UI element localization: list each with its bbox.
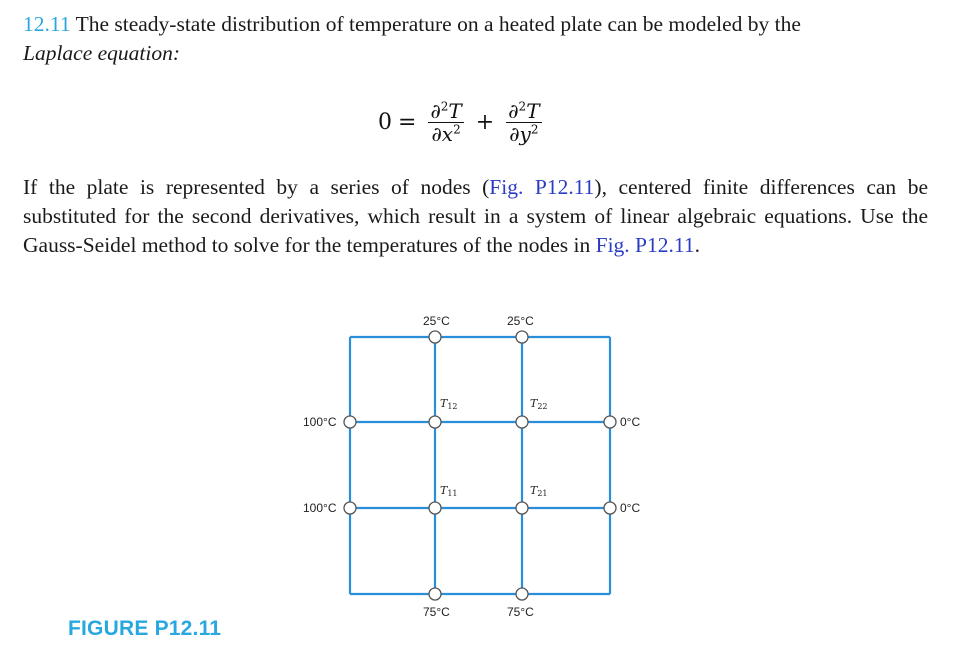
top-label-2: 25°C	[507, 314, 534, 328]
numerator-variable: T	[448, 98, 462, 123]
boundary-node-left-2	[344, 502, 356, 514]
node-label-sub: 21	[537, 489, 548, 498]
top-label-1: 25°C	[423, 314, 450, 328]
boundary-node-bottom-2	[516, 588, 528, 600]
numerator-exponent: 2	[518, 98, 527, 113]
interior-node-t22	[516, 416, 528, 428]
numerator-exponent: 2	[440, 98, 449, 113]
node-label-t11	[440, 484, 458, 498]
grid-nodes	[344, 331, 616, 600]
right-label-1: 0°C	[620, 415, 641, 429]
body-text-3: .	[694, 233, 700, 257]
boundary-node-left-1	[344, 416, 356, 428]
node-label-base: T	[440, 484, 448, 497]
node-label-sub: 12	[447, 402, 458, 411]
intro-text: The steady-state distribution of temperature on a heated plate can be modeled by the	[70, 12, 801, 36]
node-label-base: T	[530, 484, 538, 497]
node-label-t22	[530, 397, 548, 411]
boundary-node-bottom-1	[429, 588, 441, 600]
denominator-dy: ∂y	[509, 121, 531, 146]
bottom-label-2: 75°C	[507, 605, 534, 619]
grid-lines	[350, 337, 610, 594]
boundary-node-top-1	[429, 331, 441, 343]
boundary-node-right-2	[604, 502, 616, 514]
left-label-2: 100°C	[303, 501, 337, 515]
denominator-exponent: 2	[453, 121, 461, 136]
equation-plus: +	[475, 109, 495, 135]
figure-caption: FIGURE P12.11	[68, 617, 222, 640]
body-text-1: If the plate is represented by a series of nodes (	[23, 175, 490, 199]
interior-node-t11	[429, 502, 441, 514]
left-label-1: 100°C	[303, 415, 337, 429]
node-label-base: T	[440, 397, 448, 410]
boundary-node-top-2	[516, 331, 528, 343]
numerator-partial: ∂	[508, 98, 519, 123]
intro-italic-text: Laplace equation:	[23, 41, 181, 65]
interior-node-t12	[429, 416, 441, 428]
equation-lhs: 0	[378, 109, 392, 135]
denominator-dx: ∂x	[431, 121, 454, 146]
boundary-node-right-1	[604, 416, 616, 428]
node-label-t21	[530, 484, 548, 498]
node-label-t12	[440, 397, 458, 411]
figure-link-1[interactable]: Fig. P12.11	[489, 175, 595, 199]
node-label-sub: 11	[447, 489, 458, 498]
equation-equals: =	[398, 109, 417, 135]
figure-link-2[interactable]: Fig. P12.11	[595, 233, 695, 257]
interior-node-t21	[516, 502, 528, 514]
node-label-sub: 22	[537, 402, 548, 411]
denominator-exponent: 2	[530, 121, 539, 136]
node-label-base: T	[530, 397, 538, 410]
numerator-variable: T	[526, 98, 540, 123]
problem-number: 12.11	[23, 12, 71, 36]
right-label-2: 0°C	[620, 501, 641, 515]
body-text-2: ), centered finite differences can be substituted for the second derivatives, which result in a system of linear algebraic equations. Use the Gauss-Seidel method to solve for the temperatures of the nodes in	[23, 175, 928, 257]
numerator-partial: ∂	[430, 98, 441, 123]
bottom-label-1: 75°C	[423, 605, 450, 619]
